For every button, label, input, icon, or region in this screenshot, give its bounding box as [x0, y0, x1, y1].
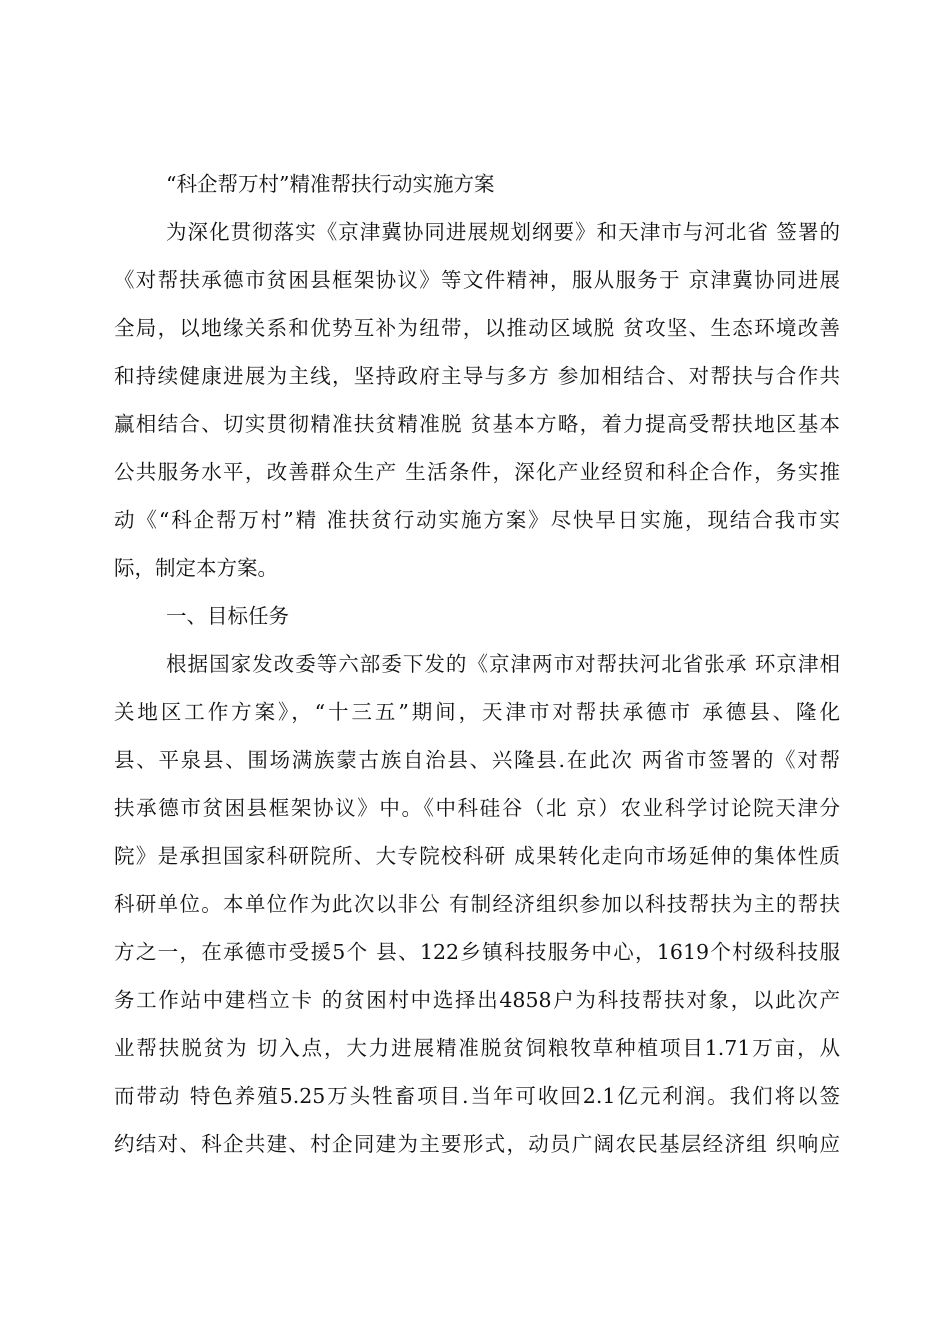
paragraph-1-line-4 [0, 361, 950, 391]
text-line: 全局，以地缘关系和优势互补为纽带，以推动区域脱 贫攻坚、生态环境改善 [114, 316, 840, 340]
section-heading-line [0, 601, 950, 631]
paragraph-1-line-2 [0, 265, 950, 295]
text-line: 赢相结合、切实贯彻精准扶贫精准脱 贫基本方略，着力提高受帮扶地区基本 [114, 412, 840, 436]
text-line: 根据国家发改委等六部委下发的《京津两市对帮扶河北省张承 环京津相 [166, 652, 840, 676]
paragraph-2-line-6 [0, 889, 950, 919]
text-line: 方之一，在承德市受援5个 县、122乡镇科技服务中心，1619个村级科技服 [114, 940, 840, 964]
paragraph-1-line-1 [0, 217, 950, 247]
paragraph-2-line-8 [0, 985, 950, 1015]
paragraph-1-line-7 [0, 505, 950, 535]
paragraph-2-line-5 [0, 841, 950, 871]
paragraph-2-line-10 [0, 1081, 950, 1111]
paragraph-1-line-6 [0, 457, 950, 487]
paragraph-1-line-8 [0, 553, 950, 583]
text-line: 动《“科企帮万村”精 准扶贫行动实施方案》尽快早日实施，现结合我市实 [114, 508, 840, 532]
text-line: 县、平泉县、围场满族蒙古族自治县、兴隆县.在此次 两省市签署的《对帮 [114, 748, 840, 772]
paragraph-2-line-3 [0, 745, 950, 775]
text-line: 扶承德市贫困县框架协议》中。《中科硅谷（北 京）农业科学讨论院天津分 [114, 796, 840, 820]
paragraph-2-line-9 [0, 1033, 950, 1063]
text-line: 《对帮扶承德市贫困县框架协议》等文件精神，服从服务于 京津冀协同进展 [114, 268, 840, 292]
text-line: 为深化贯彻落实《京津冀协同进展规划纲要》和天津市与河北省 签署的 [166, 220, 840, 244]
text-line: 科研单位。本单位作为此次以非公 有制经济组织参加以科技帮扶为主的帮扶 [114, 892, 840, 916]
paragraph-2-line-4 [0, 793, 950, 823]
text-line: 而带动 特色养殖5.25万头牲畜项目.当年可收回2.1亿元利润。我们将以签 [114, 1084, 840, 1108]
section-heading: 一、目标任务 [166, 604, 289, 628]
text-line: 际，制定本方案。 [114, 556, 278, 580]
paragraph-2-line-1 [0, 649, 950, 679]
text-line: 关地区工作方案》，“十三五”期间，天津市对帮扶承德市 承德县、隆化 [114, 700, 840, 724]
paragraph-2-line-7 [0, 937, 950, 967]
document-title-line [0, 169, 950, 199]
text-line: 业帮扶脱贫为 切入点，大力进展精准脱贫饲粮牧草种植项目1.71万亩，从 [114, 1036, 840, 1060]
paragraph-2-line-2 [0, 697, 950, 727]
paragraph-1-line-3 [0, 313, 950, 343]
document-title: “科企帮万村”精准帮扶行动实施方案 [166, 172, 495, 196]
paragraph-1-line-5 [0, 409, 950, 439]
text-line: 公共服务水平，改善群众生产 生活条件，深化产业经贸和科企合作，务实推 [114, 460, 840, 484]
text-line: 务工作站中建档立卡 的贫困村中选择出4858户为科技帮扶对象，以此次产 [114, 988, 840, 1012]
text-line: 和持续健康进展为主线，坚持政府主导与多方 参加相结合、对帮扶与合作共 [114, 364, 840, 388]
text-line: 院》是承担国家科研院所、大专院校科研 成果转化走向市场延伸的集体性质 [114, 844, 840, 868]
text-line: 约结对、科企共建、村企同建为主要形式，动员广阔农民基层经济组 织响应 [114, 1132, 840, 1156]
paragraph-2-line-11 [0, 1129, 950, 1159]
